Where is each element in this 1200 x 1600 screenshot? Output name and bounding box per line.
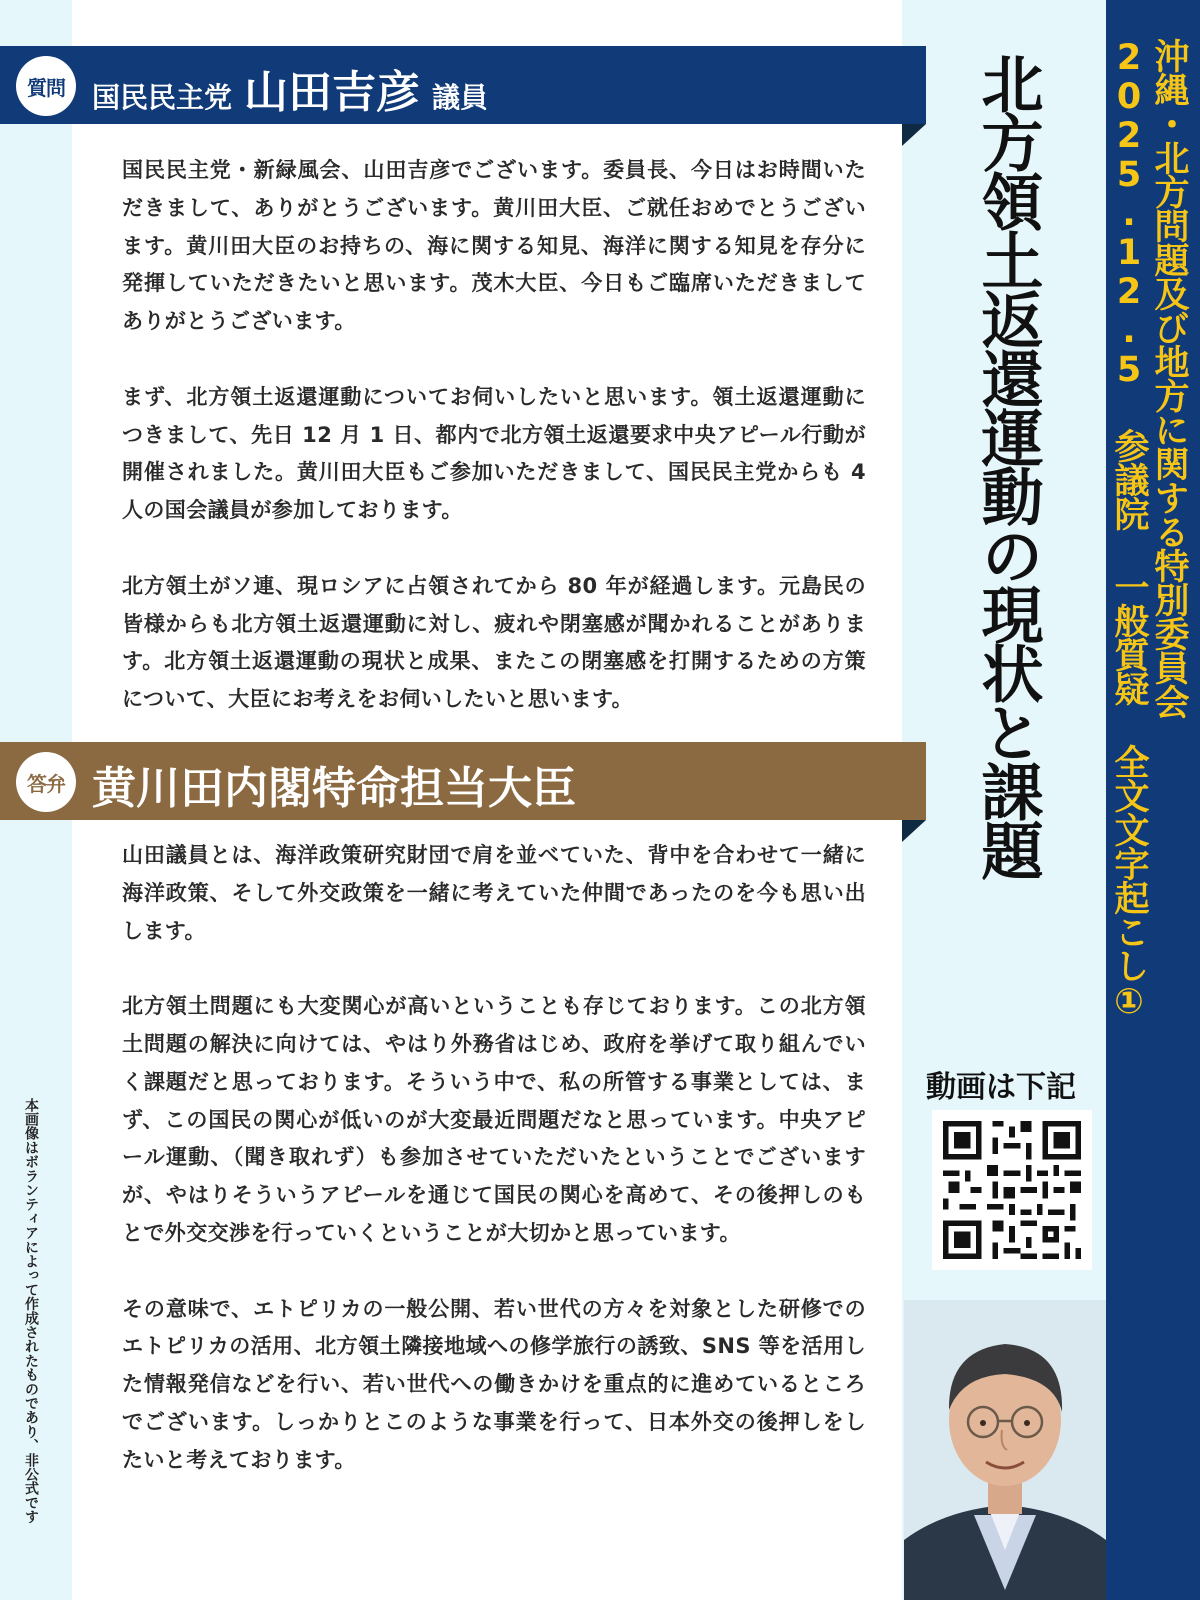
answerer-name: 黄川田内閣特命担当大臣 bbox=[92, 763, 576, 814]
question-text bbox=[122, 152, 866, 719]
series-title-band bbox=[1106, 0, 1200, 1600]
questioner-heading bbox=[92, 56, 488, 120]
video-label: 動画は下記 bbox=[926, 1070, 1076, 1105]
question-badge: 質問 bbox=[16, 56, 76, 116]
question-header-fold bbox=[902, 124, 926, 146]
question-paragraph: まず、北方領土返還運動についてお伺いしたいと思います。領土返還運動につきまして、先日 12 月 1 日、都内で北方領土返還要求中央アピール行動が開催されました。黄川田大臣もご参加いただきまして、国民民主党からも 4 人の国会議員が参加しております。 bbox=[122, 384, 866, 523]
answer-paragraph: 北方領土問題にも大変関心が高いということも存じております。この北方領土問題の解決に向けては、やはり外務省はじめ、政府を挙げて取り組んでいく課題だと思っております。そういう中で、私の所管する事業としては、まず、この国民の関心が低いのが大変最近問題だなと思っています。中央アピール運動、（聞き取れず）も参加させていただいたということでございますが、やはりそういうアピールを通じて国民の関心を高めて、その後押しのもとで外交交渉を行っていくということが大切かと思っています。 bbox=[122, 994, 866, 1245]
answer-header bbox=[0, 742, 926, 820]
speaker-portrait-icon bbox=[904, 1300, 1106, 1600]
video-qr-code[interactable] bbox=[932, 1110, 1092, 1270]
answer-paragraph: その意味で、エトピリカの一般公開、若い世代の方々を対象とした研修でのエトピリカの活用、北方領土隣接地域への修学旅行の誘致、SNS 等を活用した情報発信などを行い、若い世代への働きかけを重点的に進めているところでございます。しっかりとこのような事業を行って、日本外交の後押しをしたいと考えております。 bbox=[122, 1296, 866, 1472]
question-header bbox=[0, 46, 926, 124]
questioner-party: 国民民主党 bbox=[92, 81, 233, 114]
question-paragraph: 北方領土がソ連、現ロシアに占領されてから 80 年が経過します。元島民の皆様からも北方領土返還運動に対し、疲れや閉塞感が聞かれることがあります。北方領土返還運動の現状と成果、またこの閉塞感を打開するための方策について、大臣にお考えをお伺いしたいと思います。 bbox=[122, 573, 866, 712]
questioner-name: 山田吉彦 bbox=[244, 67, 421, 118]
speaker-photo bbox=[904, 1300, 1106, 1600]
answer-badge: 答弁 bbox=[16, 752, 76, 812]
qr-code-icon bbox=[932, 1110, 1092, 1270]
series-title-line1: 沖縄・北方問題及び地方に関する特別委員会 bbox=[1149, 38, 1189, 718]
answer-text bbox=[122, 837, 866, 1480]
question-paragraph: 国民民主党・新緑風会、山田吉彦でございます。委員長、今日はお時間いただきまして、ありがとうございます。黄川田大臣、ご就任おめでとうございます。黄川田大臣のお持ちの、海に関する知見、海洋に関する知見を存分に発揮していただきたいと思います。茂木大臣、今日もご臨席いただきましてありがとうございます。 bbox=[122, 158, 866, 334]
series-title-line2: 2025.12.5 参議院 一般質疑 全文文字起こし① bbox=[1109, 38, 1149, 1021]
main-title: 北方領土返還運動の現状と課題 bbox=[971, 52, 1044, 878]
answer-header-fold bbox=[902, 820, 926, 842]
unofficial-note: 本画像はボランティアによって作成されたものであり、非公式です bbox=[23, 1098, 39, 1524]
answer-paragraph: 山田議員とは、海洋政策研究財団で肩を並べていた、背中を合わせて一緒に海洋政策、そして外交政策を一緒に考えていた仲間であったのを今も思い出します。 bbox=[122, 843, 866, 943]
questioner-role: 議員 bbox=[432, 81, 489, 114]
